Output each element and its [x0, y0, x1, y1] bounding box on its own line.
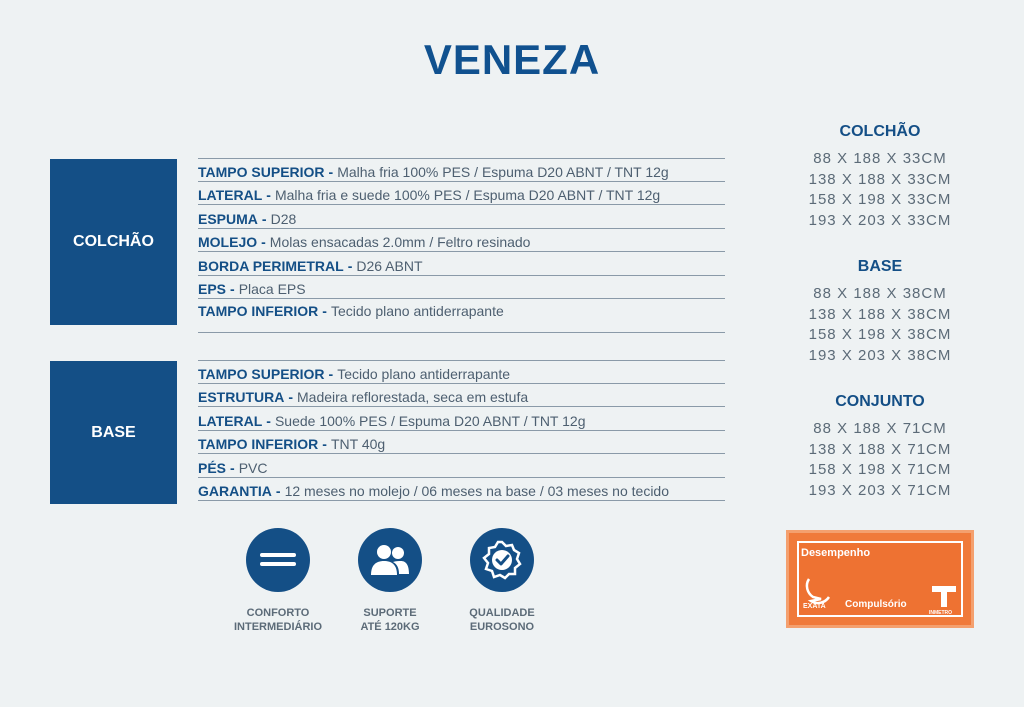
spec-key: TAMPO INFERIOR [198, 436, 319, 452]
spec-key: TAMPO INFERIOR [198, 303, 319, 319]
spec-key: ESTRUTURA [198, 389, 285, 405]
dimension-line: 138 X 188 X 71CM [808, 440, 952, 458]
spec-separator: - [328, 163, 334, 180]
spec-list-base [198, 360, 725, 501]
dimensions-title: CONJUNTO [835, 393, 925, 410]
dimension-line: 138 X 188 X 38CM [808, 305, 952, 323]
spec-key: TAMPO SUPERIOR [198, 163, 325, 180]
feature-label: QUALIDADE EUROSONO [469, 607, 535, 633]
dimension-line: 88 X 188 X 38CM [813, 285, 947, 302]
dimensions-base [790, 258, 970, 366]
dimension-line: 193 X 203 X 38CM [808, 346, 952, 364]
spec-value: Tecido plano antiderrapante [330, 303, 504, 319]
svg-text:EXATA: EXATA [803, 603, 826, 609]
spec-value: Molas ensacadas 2.0mm / Feltro resinado [269, 234, 531, 250]
spec-key: LATERAL [198, 412, 263, 429]
spec-value: Placa EPS [238, 281, 306, 297]
spec-key: TAMPO SUPERIOR [198, 365, 325, 382]
feature-comfort [223, 528, 333, 634]
page-title: VENEZA [423, 36, 601, 83]
spec-row [198, 252, 725, 276]
dimension-line: 158 X 198 X 71CM [808, 461, 952, 478]
dimensions-title: BASE [857, 258, 903, 275]
spec-row [198, 454, 725, 478]
spec-key: PÉS [198, 459, 227, 476]
spec-key: LATERAL [198, 187, 263, 203]
feature-support [335, 528, 445, 634]
spec-key: GARANTIA [198, 483, 272, 499]
spec-separator: - [347, 257, 353, 274]
spec-value: TNT 40g [330, 436, 386, 452]
spec-key: EPS [198, 281, 227, 297]
spec-separator: - [230, 459, 235, 476]
spec-separator: - [288, 389, 294, 405]
spec-value: 12 meses no molejo / 06 meses na base / 03 meses no tecido [284, 483, 670, 499]
spec-key: ESPUMA [198, 210, 258, 227]
dimension-line: 158 X 198 X 38CM [808, 326, 952, 343]
spec-value: D26 ABNT [356, 257, 423, 274]
feature-quality [447, 528, 557, 634]
dimension-line: 158 X 198 X 33CM [808, 191, 952, 208]
inmetro-logo-icon [929, 583, 959, 620]
dimension-line: 88 X 188 X 71CM [813, 420, 947, 437]
dimensions-colchao [790, 123, 970, 231]
spec-separator: - [261, 234, 266, 250]
spec-separator: - [261, 210, 267, 227]
dimension-line: 193 X 203 X 33CM [808, 211, 952, 229]
spec-separator: - [266, 412, 271, 429]
spec-row [198, 431, 725, 455]
feature-label: SUPORTE ATÉ 120KG [360, 607, 420, 633]
spec-value: D28 [270, 210, 297, 227]
feature-label: CONFORTO INTERMEDIÁRIO [234, 607, 322, 633]
spec-separator: - [230, 281, 235, 297]
section-label-colchao: COLCHÃO [50, 159, 177, 325]
spec-row [198, 182, 725, 206]
quality-badge-icon [470, 528, 534, 592]
spec-row [198, 407, 725, 431]
spec-separator: - [328, 365, 334, 382]
spec-value: Tecido plano antiderrapante [337, 365, 510, 382]
spec-row [198, 360, 725, 384]
spec-list-colchao [198, 158, 725, 333]
section-label-base: BASE [50, 361, 177, 504]
seal-subtitle: Compulsório [845, 599, 907, 610]
spec-value: Malha fria 100% PES / Espuma D20 ABNT / TNT 12g [337, 163, 669, 180]
spec-value: Suede 100% PES / Espuma D20 ABNT / TNT 12g [274, 412, 586, 429]
dimension-line: 193 X 203 X 71CM [808, 481, 952, 499]
spec-value: Malha fria e suede 100% PES / Espuma D20 ABNT / TNT 12g [274, 187, 661, 203]
spec-value: Madeira reflorestada, seca em estufa [297, 389, 529, 405]
spec-row [198, 158, 725, 182]
comfort-lines-icon [246, 528, 310, 592]
dimensions-conjunto [790, 393, 970, 501]
spec-row [198, 384, 725, 408]
dimensions-title: COLCHÃO [839, 123, 921, 140]
exata-logo-icon [803, 575, 833, 614]
spec-row [198, 299, 725, 333]
spec-separator: - [266, 187, 271, 203]
spec-key: MOLEJO [198, 234, 258, 250]
dimension-line: 88 X 188 X 33CM [813, 150, 947, 167]
spec-row [198, 205, 725, 229]
inmetro-seal [786, 530, 974, 628]
seal-title: Desempenho [801, 547, 871, 559]
spec-separator: - [322, 436, 327, 452]
spec-row [198, 229, 725, 253]
spec-value: PVC [238, 459, 268, 476]
svg-text:INMETRO: INMETRO [929, 610, 953, 615]
spec-separator: - [322, 303, 327, 319]
spec-key: BORDA PERIMETRAL [198, 257, 344, 274]
dimension-line: 138 X 188 X 33CM [808, 170, 952, 188]
people-icon [358, 528, 422, 592]
spec-row [198, 276, 725, 300]
spec-row [198, 478, 725, 502]
spec-separator: - [275, 483, 281, 499]
